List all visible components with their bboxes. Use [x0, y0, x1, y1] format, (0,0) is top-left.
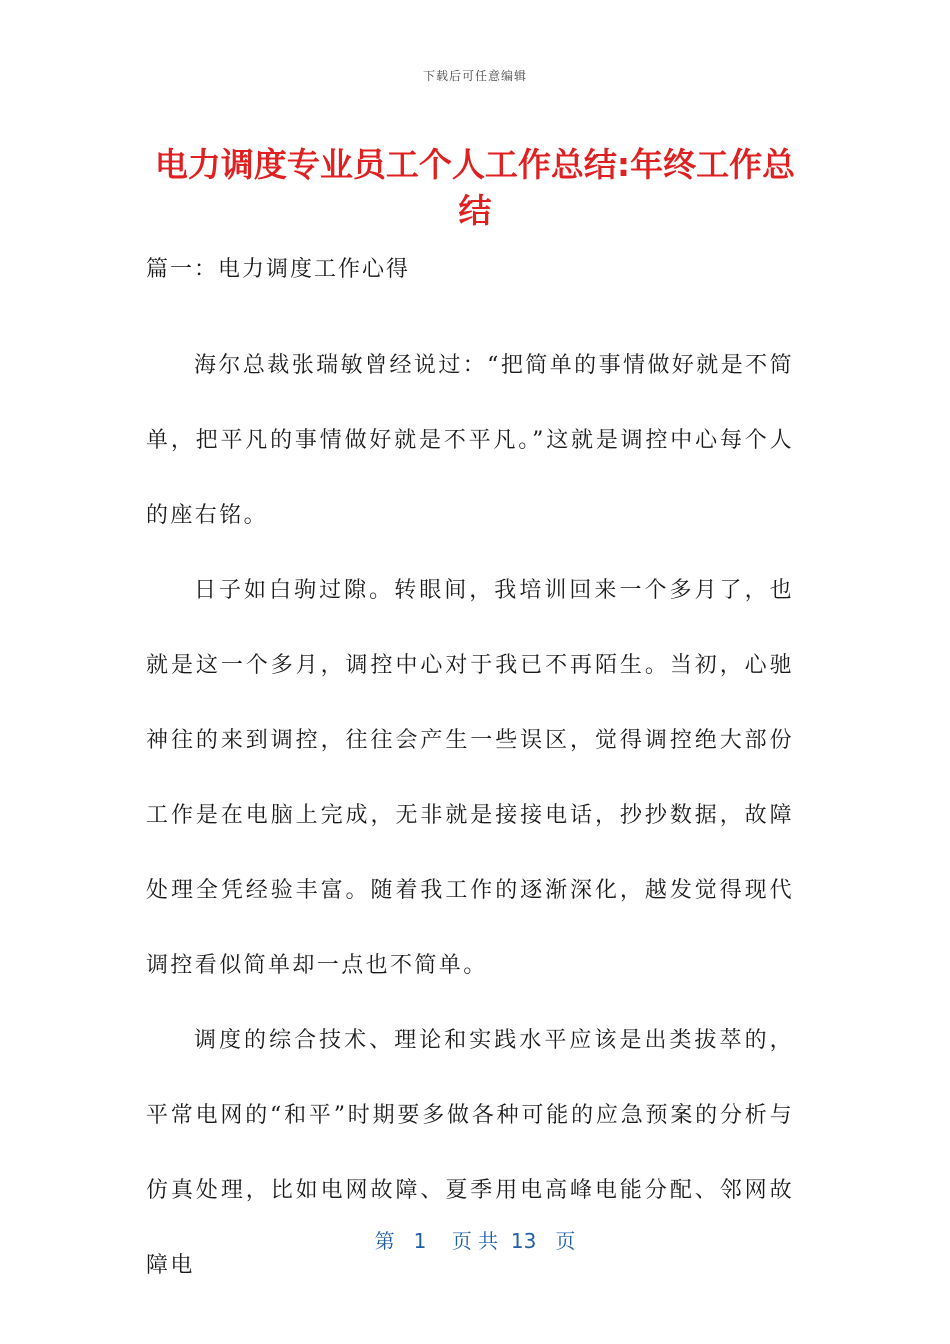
page-header-note: 下载后可任意编辑: [422, 69, 527, 83]
paragraph: 海尔总裁张瑞敏曾经说过：“把简单的事情做好就是不简单，把平凡的事情做好就是不平凡。”这就是调控中心每个人的座右铭。: [146, 353, 794, 528]
total-pages: 13: [510, 1229, 537, 1253]
page-number: 1: [413, 1229, 427, 1253]
page-middle: 页 共: [451, 1229, 499, 1253]
page-prefix: 第: [374, 1229, 395, 1253]
paragraph: 日子如白驹过隙。转眼间，我培训回来一个多月了，也就是这一个多月，调控中心对于我已不再陌生。当初，心驰神往的来到调控，往往会产生一些误区，觉得调控绝大部份工作是在电脑上完成，无非就是接接电话，抄抄数据，故障处理全凭经验丰富。随着我工作的逐渐深化，越发觉得现代调控看似简单却一点也不简单。: [146, 578, 794, 978]
page-footer: [0, 1225, 950, 1254]
paragraph: 调度的综合技术、理论和实践水平应该是出类拔萃的，平常电网的“和平”时期要多做各种可能的应急预案的分析与仿真处理，比如电网故障、夏季用电高峰电能分配、邻网故障电: [146, 1028, 794, 1278]
section-heading: 篇一：电力调度工作心得: [146, 257, 411, 282]
document-title: 电力调度专业员工个人工作总结:年终工作总结: [154, 145, 796, 230]
document-body: [146, 328, 794, 1303]
page-suffix: 页: [555, 1229, 576, 1253]
